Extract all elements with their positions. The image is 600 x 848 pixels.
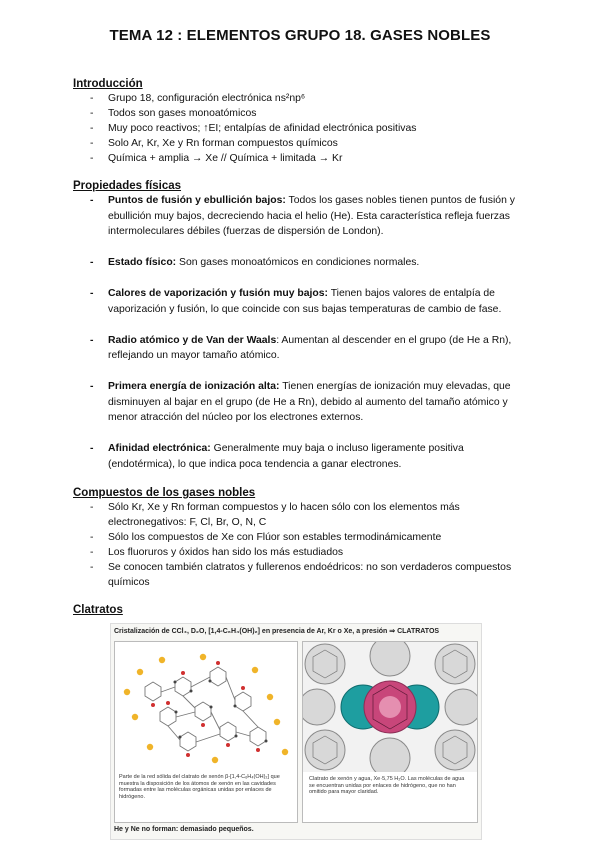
dash-bullet: - [90,195,94,206]
dash-bullet: - [90,123,94,134]
clathrate-figure [110,623,482,840]
dash-bullet: - [90,562,94,573]
xenon-atoms [124,654,288,763]
intro-item-text: Solo Ar, Kr, Xe y Rn forman compuestos químicos [108,138,338,149]
props-heading: Propiedades físicas [73,180,182,192]
dash-bullet: - [90,547,94,558]
compound-item [0,500,518,530]
property-term: Puntos de fusión y ebullición bajos: [108,195,286,206]
compounds-heading: Compuestos de los gases nobles [73,487,256,499]
intro-item-text: Todos son gases monoatómicos [108,108,257,119]
dash-bullet: - [90,443,94,454]
property-term: Primera energía de ionización alta: [108,381,280,392]
hydroquinone-lattice-image [115,642,297,770]
intro-item-text: Química + amplia → Xe // Química + limitada → Kr [108,153,343,164]
intro-item-text: Grupo 18, configuración electrónica ns²np⁶ [108,93,306,104]
right-panel-caption: Clatrato de xenón y agua, Xe·5,75 H₂O. Las moléculas de agua se encuentran unidas por enlaces de hidrógeno, que no han omitido para mayor claridad. [309,776,465,795]
clathrates-heading: Clatratos [73,604,123,616]
property-text: Tienen bajos valores de entalpía de vaporización y fusión, lo que coincide con sus bajas temperaturas de cambio de fase. [108,288,502,315]
compound-item-text: Los fluoruros y óxidos han sido los más estudiados [108,547,344,558]
dash-bullet: - [90,334,94,346]
page-title: TEMA 12 : ELEMENTOS GRUPO 18. GASES NOBLES [109,27,491,44]
property-text: : Aumentan al descender en el grupo (de He a Rn), reflejando un mayor tamaño atómico. [108,334,512,361]
intro-list [0,91,518,166]
intro-item [0,151,518,166]
dash-bullet: - [90,257,94,268]
property-item [0,255,520,271]
property-text: Todos los gases nobles tienen puntos de fusión y ebullición muy bajos, decreciendo hacia el helio (He). Esta característica refleja fuerzas intermoleculares débiles (fuerzas de dispersión de London). [108,195,515,237]
dash-bullet: - [90,93,94,104]
compound-item [0,545,518,560]
dash-bullet: - [90,138,94,149]
compounds-list [0,500,518,590]
property-text: Son gases monoatómicos en condiciones normales. [176,257,420,268]
hydroquinone-clathrate-panel [114,641,298,823]
xenon-hydrate-panel [302,641,478,823]
dash-bullet: - [90,502,94,513]
intro-heading: Introducción [73,78,143,90]
property-text: Generalmente muy baja o incluso ligeramente positiva (endotérmica), lo que indica poca tendencia a ganar electrones. [108,443,464,470]
figure-footer: He y Ne no forman: demasiado pequeños. [114,826,254,833]
intro-item-text: Muy poco reactivos; ↑EI; entalpías de afinidad electrónica positivas [108,123,417,134]
dash-bullet: - [90,288,94,299]
property-item [0,193,520,240]
compound-item-text: Se conocen también clatratos y fullerenos endoédricos: no son verdaderos compuestos químicos [108,562,512,588]
props-list [0,193,520,488]
property-term: Radio atómico y de Van der Waals [108,334,277,346]
intro-item [0,136,518,151]
figure-caption: Cristalización de CCl₄, D₂O, [1,4-C₆H₄(OH)₂] en presencia de Ar, Kr o Xe, a presión ⇒ CLATRATOS [114,628,440,635]
property-item [0,333,520,364]
property-term: Calores de vaporización y fusión muy bajos: [108,288,328,299]
property-text: Tienen energías de ionización muy elevadas, que disminuyen al bajar en el grupo (de He a Rn), debido al aumento del tamaño atómico y menor atracción del núcleo por los electrones externos. [108,381,511,423]
dash-bullet: - [90,108,94,119]
dash-bullet: - [90,381,94,392]
property-term: Estado físico: [108,257,177,268]
xenon-hydrate-image [303,642,477,772]
compound-item [0,530,518,545]
intro-item [0,121,518,136]
compound-item-text: Sólo Kr, Xe y Rn forman compuestos y lo hacen sólo con los elementos más electronegativos: F, Cl, Br, O, N, C [108,502,460,528]
left-panel-caption: Parte de la red sólida del clatrato de xenón β-[1,4-C₆H₄(OH)₂] que muestra la disposición de los átomos de xenón en las cavidades formadas entre las moléculas orgánicas unidas por enlaces de hidrógeno. [119,774,280,800]
property-term: Afinidad electrónica: [108,443,211,454]
compound-item [0,560,518,590]
dash-bullet: - [90,532,94,543]
intro-item [0,91,518,106]
compound-item-text: Sólo los compuestos de Xe con Flúor son estables termodinámicamente [108,532,442,543]
intro-item [0,106,518,121]
property-item [0,286,520,317]
property-item [0,379,520,426]
property-item [0,441,520,472]
dash-bullet: - [90,153,94,164]
